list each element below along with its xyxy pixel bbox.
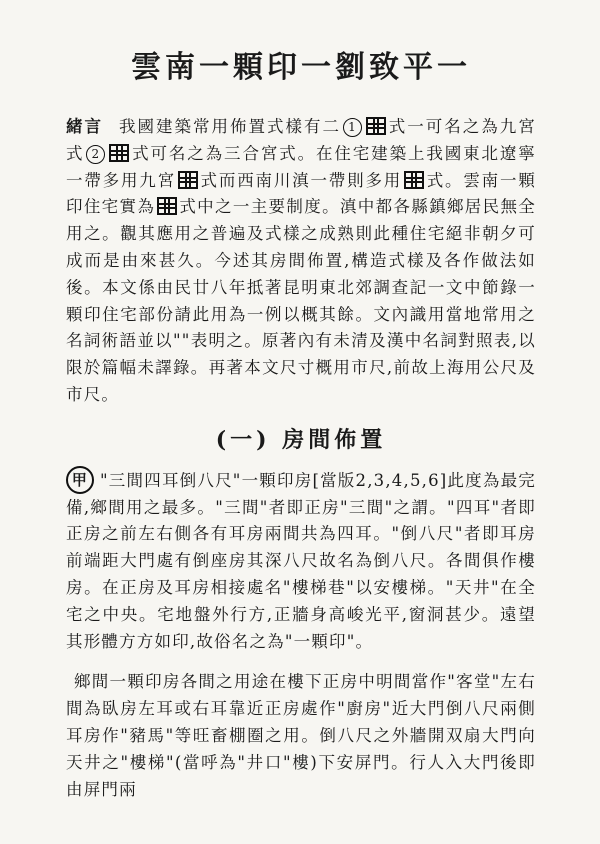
paragraph-b-text: 鄉間一顆印房各間之用途在樓下正房中明間當作"客堂"左右間為臥房左耳或右耳靠近正房處作"廚房"近大門倒八尺兩側耳房作"豬馬"等旺畜棚圈之用。倒八尺之外牆開双扇大門向天井之"樓梯"(當呼為"井口"樓)下安屏門。行人入大門後即由屏門兩 — [66, 672, 536, 799]
nine-grid-icon — [178, 171, 198, 189]
intro-text-3: 式可名之為三合宮式。在住宅建築上我國東北遼寧一帶多用九宮 — [66, 143, 537, 190]
paragraph-a — [66, 466, 536, 656]
paragraph-b — [66, 669, 536, 803]
document-title: 雲南一顆印一劉致平一 — [131, 50, 471, 85]
nine-grid-icon — [366, 117, 386, 135]
paragraph-a-text: "三間四耳倒八尺"一顆印房[當版2,3,4,5,6]此度為最完備,鄉間用之最多。"三間"者即正房"三間"之謂。"四耳"者即正房之前左右側各有耳房兩間共為四耳。"倒八尺"者即耳房前端距大門處有倒座房其深八尺故名為倒八尺。各間俱作樓房。在正房及耳房相接處名"樓梯巷"以安樓梯。"天井"在全宅之中央。宅地盤外行方,正牆身高峻光平,窗洞甚少。遠望其形體方方如印,故俗名之為"一顆印"。 — [66, 470, 536, 651]
intro-text-6: 式中之一主要制度。滇中都各縣鎮鄉居民無全用之。觀其應用之普遍及式樣之成熟則此種住宅絕非朝夕可成而是由來甚久。今述其房間佈置,構造式樣及各作做法如後。本文係由民廿八年抵著昆明東北郊調查記一文中節錄一顆印住宅部份請此用為一例以概其餘。文內識用當地常用之名詞術語並以""表明之。原著內有未清及漢中名詞對照表,以限於篇幅未譯錄。再著本文尺寸概用市尺,前故上海用公尺及市尺。 — [66, 197, 537, 404]
circled-number-1: 1 — [343, 118, 362, 137]
circled-number-2: 2 — [86, 145, 105, 164]
intro-paragraph — [66, 114, 536, 409]
item-marker-jia: 甲 — [66, 466, 94, 494]
courtyard-plan-icon — [109, 144, 129, 162]
intro-lead: 緒言 — [66, 117, 103, 136]
intro-text-5: 式。雲南一顆印住宅實為 — [66, 170, 537, 217]
courtyard-plan-icon — [404, 171, 424, 189]
intro-text-1: 我國建築常用佈置式樣有二 — [119, 117, 341, 136]
courtyard-plan-icon — [157, 197, 177, 215]
section-heading: (一) 房間佈置 — [215, 426, 387, 453]
intro-text-2: 式一可名之為九宮式 — [66, 117, 536, 163]
paragraph-gap — [66, 655, 536, 669]
intro-text-4: 式而西南川滇一帶則多用 — [199, 170, 403, 190]
